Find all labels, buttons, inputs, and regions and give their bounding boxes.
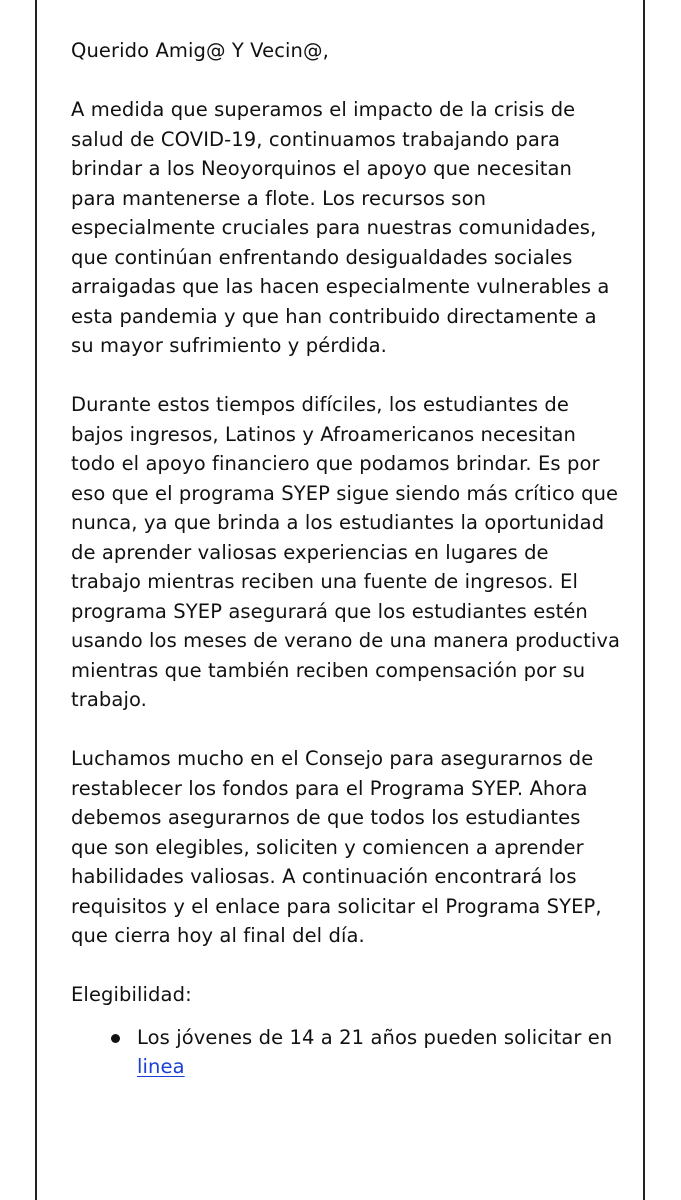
- greeting: Querido Amig@ Y Vecin@,: [71, 39, 329, 62]
- letter-body: [71, 36, 621, 1082]
- bullet-icon: [111, 1034, 120, 1043]
- paragraph-2: Durante estos tiempos difíciles, los estudiantes de bajos ingresos, Latinos y Afroamericanos necesitan todo el apoyo financiero que podamos brindar. Es por eso que el programa SYEP sigue siendo más crítico que nunca, ya que brinda a los estudiantes la oportunidad de aprender valiosas experiencias en lugares de trabajo mientras reciben una fuente de ingresos. El programa SYEP asegurará que los estudiantes estén usando los meses de verano de una manera productiva mientras que también reciben compensación por su trabajo.: [71, 393, 621, 711]
- requirements-list: [71, 1023, 621, 1082]
- right-border: [643, 0, 645, 1200]
- left-border: [35, 0, 37, 1200]
- paragraph-3: Luchamos mucho en el Consejo para asegurarnos de restablecer los fondos para el Programa SYEP. Ahora debemos asegurarnos de que todos los estudiantes que son elegibles, soliciten y comiencen a aprender habilidades valiosas. A continuación encontrará los requisitos y el enlace para solicitar el Programa SYEP, que cierra hoy al final del día.: [71, 747, 602, 947]
- apply-online-link[interactable]: linea: [137, 1055, 185, 1078]
- paragraph-1: A medida que superamos el impacto de la crisis de salud de COVID-19, continuamos trabajando para brindar a los Neoyorquinos el apoyo que necesitan para mantenerse a flote. Los recursos son especialmente cruciales para nuestras comunidades, que continúan enfrentando desigualdades sociales arraigadas que las hacen especialmente vulnerables a esta pandemia y que han contribuido directamente a su mayor sufrimiento y pérdida.: [71, 98, 610, 357]
- requirement-text: Los jóvenes de 14 a 21 años pueden solicitar en: [137, 1025, 613, 1049]
- eligibility-heading: Elegibilidad:: [71, 983, 192, 1006]
- list-item: [71, 1023, 621, 1082]
